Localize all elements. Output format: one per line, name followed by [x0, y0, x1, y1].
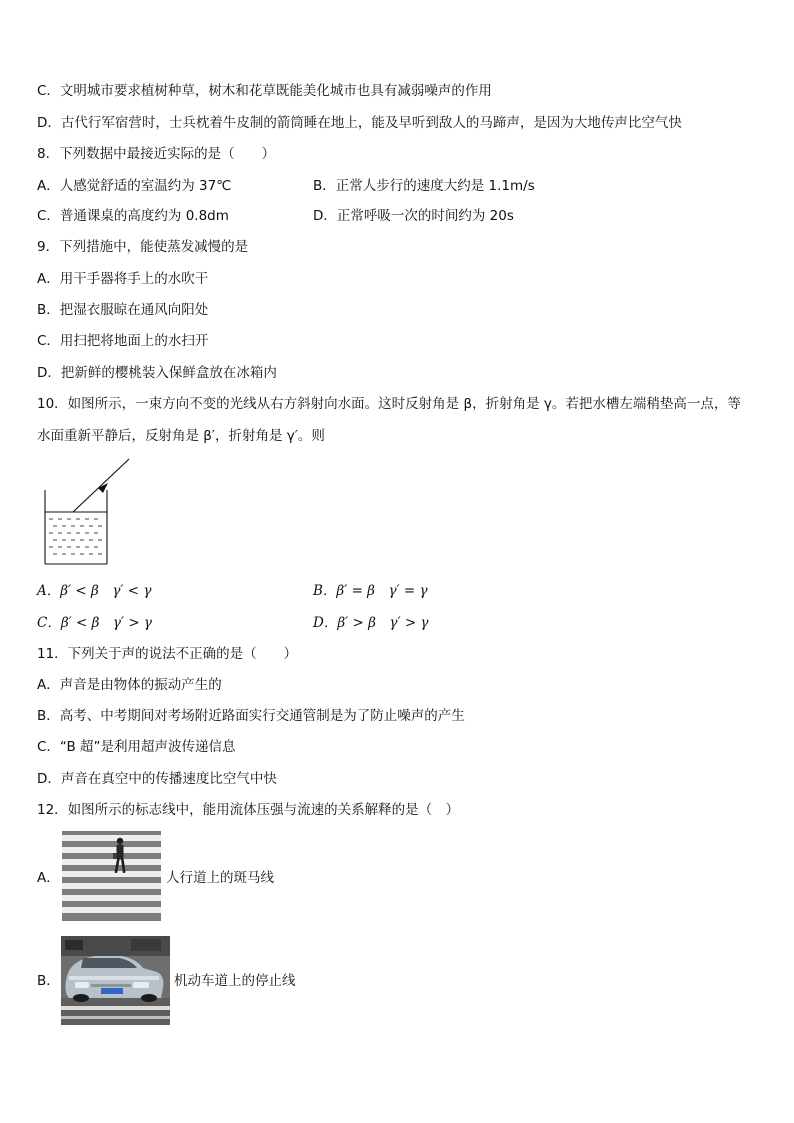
zebra-crossing-photo	[62, 831, 161, 921]
q12-option-a-caption: 人行道上的斑马线	[166, 870, 274, 886]
water-hatching	[49, 519, 102, 554]
q8-option-c: C．普通课桌的高度约为 0.8dm	[37, 208, 229, 224]
zebra-crossing-image	[62, 831, 161, 921]
q10-option-a: A．β′ < β γ′ < γ	[37, 583, 152, 599]
water-tank-diagram	[36, 456, 146, 568]
q11-option-d: D．声音在真空中的传播速度比空气中快	[37, 771, 277, 787]
q9-option-a: A．用干手器将手上的水吹干	[37, 271, 209, 287]
q11-stem: 11．下列关于声的说法不正确的是（ ）	[37, 646, 298, 662]
q8-stem: 8．下列数据中最接近实际的是（ ）	[37, 146, 276, 162]
q10-option-d: D．β′ > β γ′ > γ	[313, 615, 429, 631]
q8-option-d: D．正常呼吸一次的时间约为 20s	[313, 208, 514, 224]
q8-option-b: B．正常人步行的速度大约是 1.1m/s	[313, 178, 535, 194]
q11-option-b: B．高考、中考期间对考场附近路面实行交通管制是为了防止噪声的产生	[37, 708, 465, 724]
q12-option-b-letter: B．	[37, 973, 60, 989]
q11-option-a: A．声音是由物体的振动产生的	[37, 677, 222, 693]
q10-stem-line1: 10．如图所示，一束方向不变的光线从右方斜射向水面。这时反射角是 β，折射角是 γ。若把水槽左端稍垫高一点，等	[37, 396, 741, 412]
q9-option-b: B．把湿衣服晾在通风向阳处	[37, 302, 209, 318]
q10-stem-line2: 水面重新平静后，反射角是 β′，折射角是 γ′。则	[37, 428, 325, 444]
q9-option-c: C．用扫把将地面上的水扫开	[37, 333, 209, 349]
light-ray	[73, 459, 129, 512]
q12-option-b-caption: 机动车道上的停止线	[174, 973, 296, 989]
tank-outline	[45, 490, 107, 564]
q10-option-c: C．β′ < β γ′ > γ	[37, 615, 152, 631]
q7-option-c: C．文明城市要求植树种草，树木和花草既能美化城市也具有减弱噪声的作用	[37, 83, 492, 99]
q9-option-d: D．把新鲜的樱桃装入保鲜盒放在冰箱内	[37, 365, 277, 381]
q12-option-a-letter: A．	[37, 870, 60, 886]
q11-option-c: C．“B 超”是利用超声波传递信息	[37, 739, 236, 755]
car-stop-line-photo	[61, 936, 170, 1025]
q9-stem: 9．下列措施中，能使蒸发减慢的是	[37, 239, 249, 255]
q10-option-b: B．β′ = β γ′ = γ	[313, 583, 428, 599]
car-image	[61, 936, 170, 1025]
q12-stem: 12．如图所示的标志线中，能用流体压强与流速的关系解释的是（ ）	[37, 802, 460, 818]
q7-option-d: D．古代行军宿营时，士兵枕着牛皮制的箭筒睡在地上，能及早听到敌人的马蹄声，是因为大地传声比空气快	[37, 115, 682, 131]
q8-option-a: A．人感觉舒适的室温约为 37℃	[37, 178, 232, 194]
